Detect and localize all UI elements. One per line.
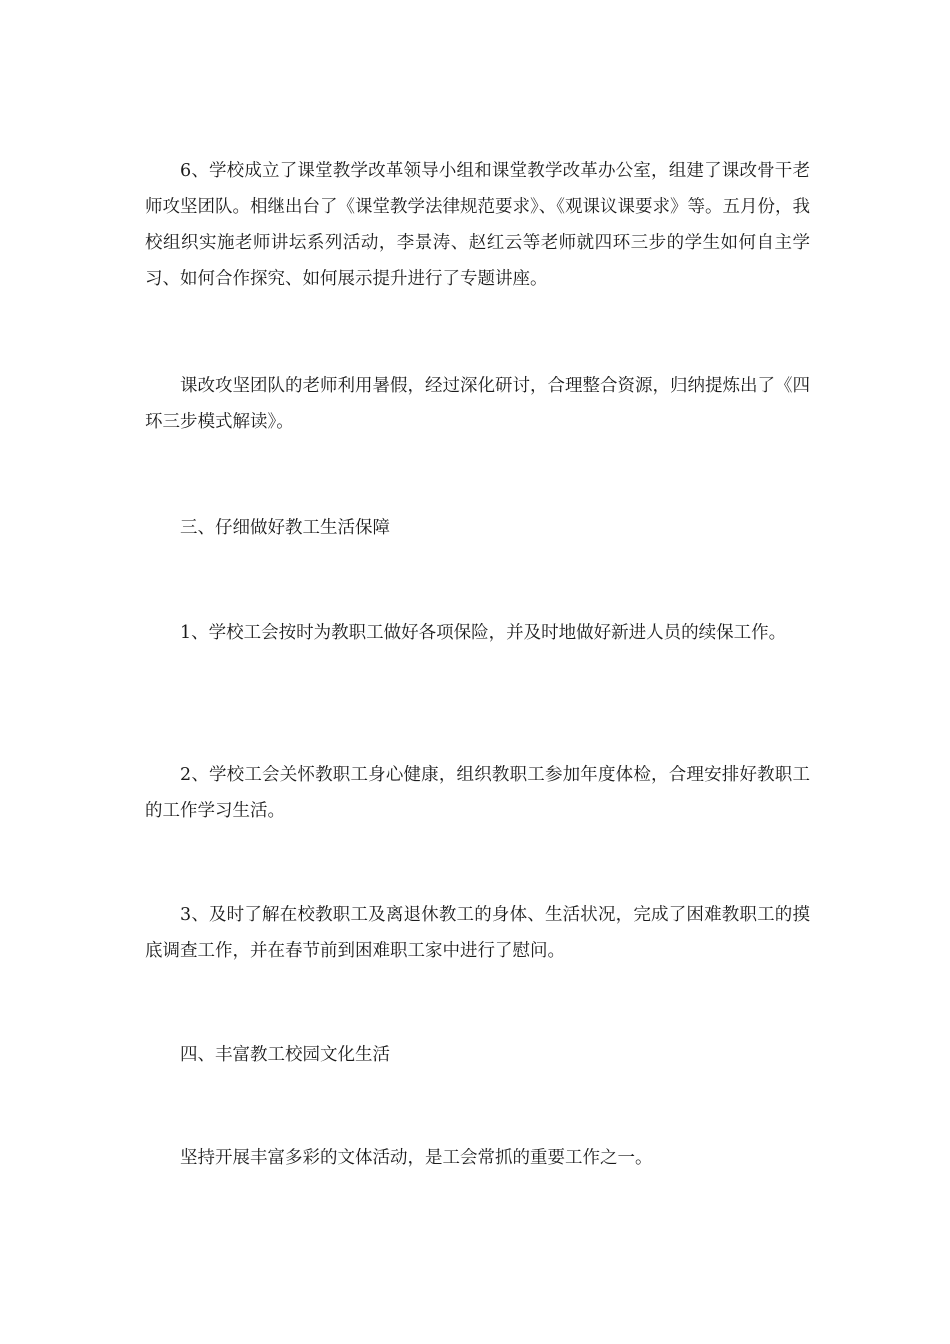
paragraph-reform-team: 课改攻坚团队的老师利用暑假，经过深化研讨，合理整合资源，归纳提炼出了《四环三步模式解读》。 — [145, 376, 810, 432]
paragraph-last: 坚持开展丰富多彩的文体活动，是工会常抓的重要工作之一。 — [180, 1148, 653, 1168]
paragraph-1: 1、学校工会按时为教职工做好各项保险，并及时地做好新进人员的续保工作。 — [180, 623, 787, 643]
section-heading-4: 四、丰富教工校园文化生活 — [180, 1045, 390, 1065]
section-heading-3: 三、仔细做好教工生活保障 — [180, 518, 390, 538]
paragraph-6: 6、学校成立了课堂教学改革领导小组和课堂教学改革办公室，组建了课改骨干老师攻坚团队。相继出台了《课堂教学法律规范要求》、《观课议课要求》等。五月份，我校组织实施老师讲坛系列活动，李景涛、赵红云等老师就四环三步的学生如何自主学习、如何合作探究、如何展示提升进行了专题讲座。 — [145, 161, 810, 289]
paragraph-3: 3、及时了解在校教职工及离退休教工的身体、生活状况，完成了困难教职工的摸底调查工作，并在春节前到困难职工家中进行了慰问。 — [145, 905, 810, 961]
paragraph-2: 2、学校工会关怀教职工身心健康，组织教职工参加年度体检，合理安排好教职工的工作学习生活。 — [145, 765, 810, 821]
